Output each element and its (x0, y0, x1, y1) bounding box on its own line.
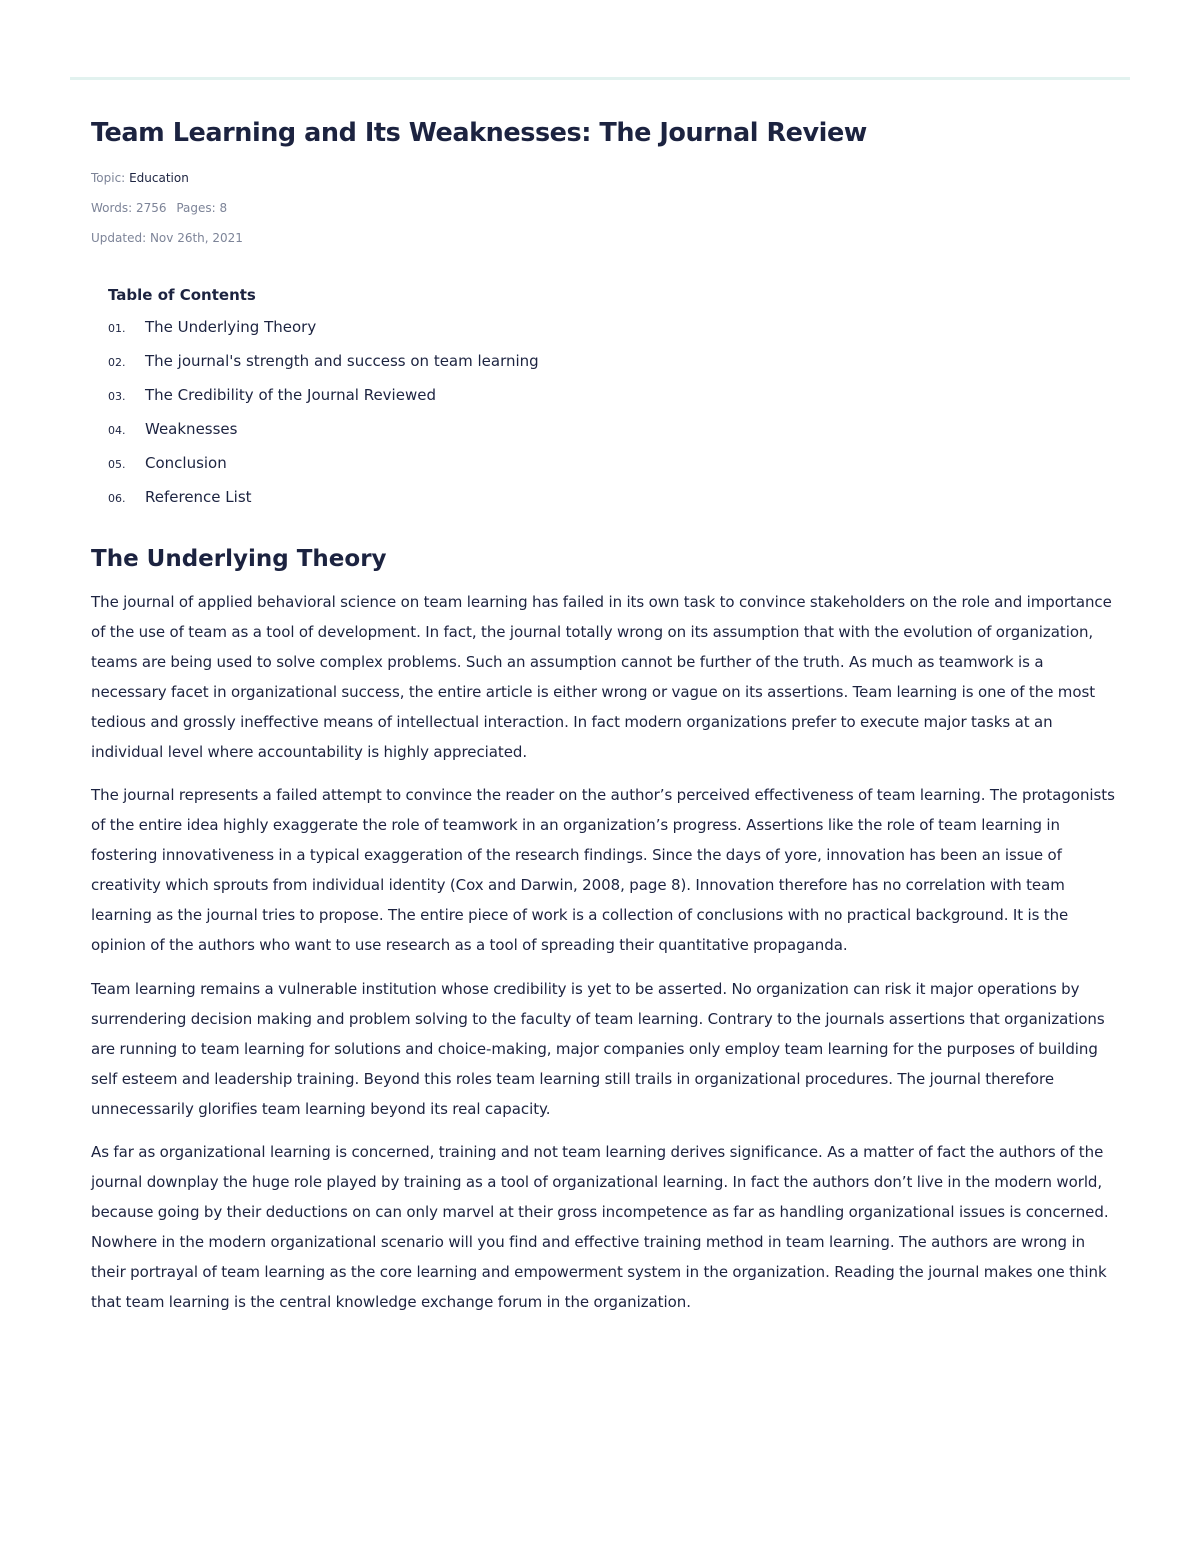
meta-updated (91, 231, 243, 245)
updated-value: Nov 26th, 2021 (149, 231, 243, 245)
toc-item-link[interactable]: The Credibility of the Journal Reviewed (145, 386, 436, 404)
toc-item-number: 06. (108, 492, 126, 505)
document-title: Team Learning and Its Weaknesses: The Journal Review (91, 118, 867, 148)
meta-words-pages (91, 201, 227, 215)
updated-label: Updated: (91, 231, 147, 245)
words-value: 2756 (135, 201, 167, 215)
toc-item-link[interactable]: Reference List (145, 488, 252, 506)
toc-heading: Table of Contents (108, 286, 256, 304)
topic-link[interactable]: Education (129, 171, 189, 185)
toc-item[interactable] (108, 386, 539, 420)
pages-label: Pages: (176, 201, 216, 215)
toc-item-number: 05. (108, 458, 126, 471)
toc-item[interactable] (108, 318, 539, 352)
topic-label: Topic: (91, 171, 126, 185)
toc-item-number: 02. (108, 356, 126, 369)
paragraph: Team learning remains a vulnerable institution whose credibility is yet to be asserted. No organization can risk it major operations by surrendering decision making and problem solving to the faculty of team learning. Contrary to the journals assertions that organizations are running to team learning for solutions and choice-making, major companies only employ team learning for the purposes of building self esteem and leadership training. Beyond this roles team learning still trails in organizational procedures. The journal therefore unnecessarily glorifies team learning beyond its real capacity. (91, 979, 1105, 1118)
toc-item-link[interactable]: Weaknesses (145, 420, 238, 438)
toc-item-number: 04. (108, 424, 126, 437)
toc-item[interactable] (108, 420, 539, 454)
words-label: Words: (91, 201, 133, 215)
section-heading: The Underlying Theory (91, 546, 387, 572)
paragraph: The journal of applied behavioral science on team learning has failed in its own task to convince stakeholders on the role and importance of the use of team as a tool of development. In fact, the journal totally wrong on its assumption that with the evolution of organization, teams are being used to solve complex problems. Such an assumption cannot be further of the truth. As much as teamwork is a necessary facet in organizational success, the entire article is either wrong or vague on its assertions. Team learning is one of the most tedious and grossly ineffective means of intellectual interaction. In fact modern organizations prefer to execute major tasks at an individual level where accountability is highly appreciated. (91, 593, 1112, 761)
toc-item-link[interactable]: Conclusion (145, 454, 227, 472)
toc-item[interactable] (108, 352, 539, 386)
toc-item[interactable] (108, 488, 539, 522)
paragraph: As far as organizational learning is concerned, training and not team learning derives significance. As a matter of fact the authors of the journal downplay the huge role played by training as a tool of organizational learning. In fact the authors don’t live in the modern world, because going by their deductions on can only marvel at their gross incompetence as far as handling organizational issues is concerned. Nowhere in the modern organizational scenario will you find and effective training method in team learning. The authors are wrong in their portrayal of team learning as the core learning and empowerment system in the organization. Reading the journal makes one think that team learning is the central knowledge exchange forum in the organization. (91, 1143, 1109, 1311)
toc-item-number: 03. (108, 390, 126, 403)
toc-item[interactable] (108, 454, 539, 488)
pages-value: 8 (219, 201, 228, 215)
section-body (91, 588, 1121, 1332)
toc-item-number: 01. (108, 322, 126, 335)
top-divider (70, 77, 1130, 80)
toc-item-link[interactable]: The journal's strength and success on team learning (145, 352, 539, 370)
table-of-contents (108, 318, 539, 522)
paragraph: The journal represents a failed attempt to convince the reader on the author’s perceived effectiveness of team learning. The protagonists of the entire idea highly exaggerate the role of teamwork in an organization’s progress. Assertions like the role of team learning in fostering innovativeness in a typical exaggeration of the research findings. Since the days of yore, innovation has been an issue of creativity which sprouts from individual identity (Cox and Darwin, 2008, page 8). Innovation therefore has no correlation with team learning as the journal tries to propose. The entire piece of work is a collection of conclusions with no practical background. It is the opinion of the authors who want to use research as a tool of spreading their quantitative propaganda. (91, 786, 1115, 954)
toc-item-link[interactable]: The Underlying Theory (145, 318, 317, 336)
meta-topic (91, 171, 189, 185)
